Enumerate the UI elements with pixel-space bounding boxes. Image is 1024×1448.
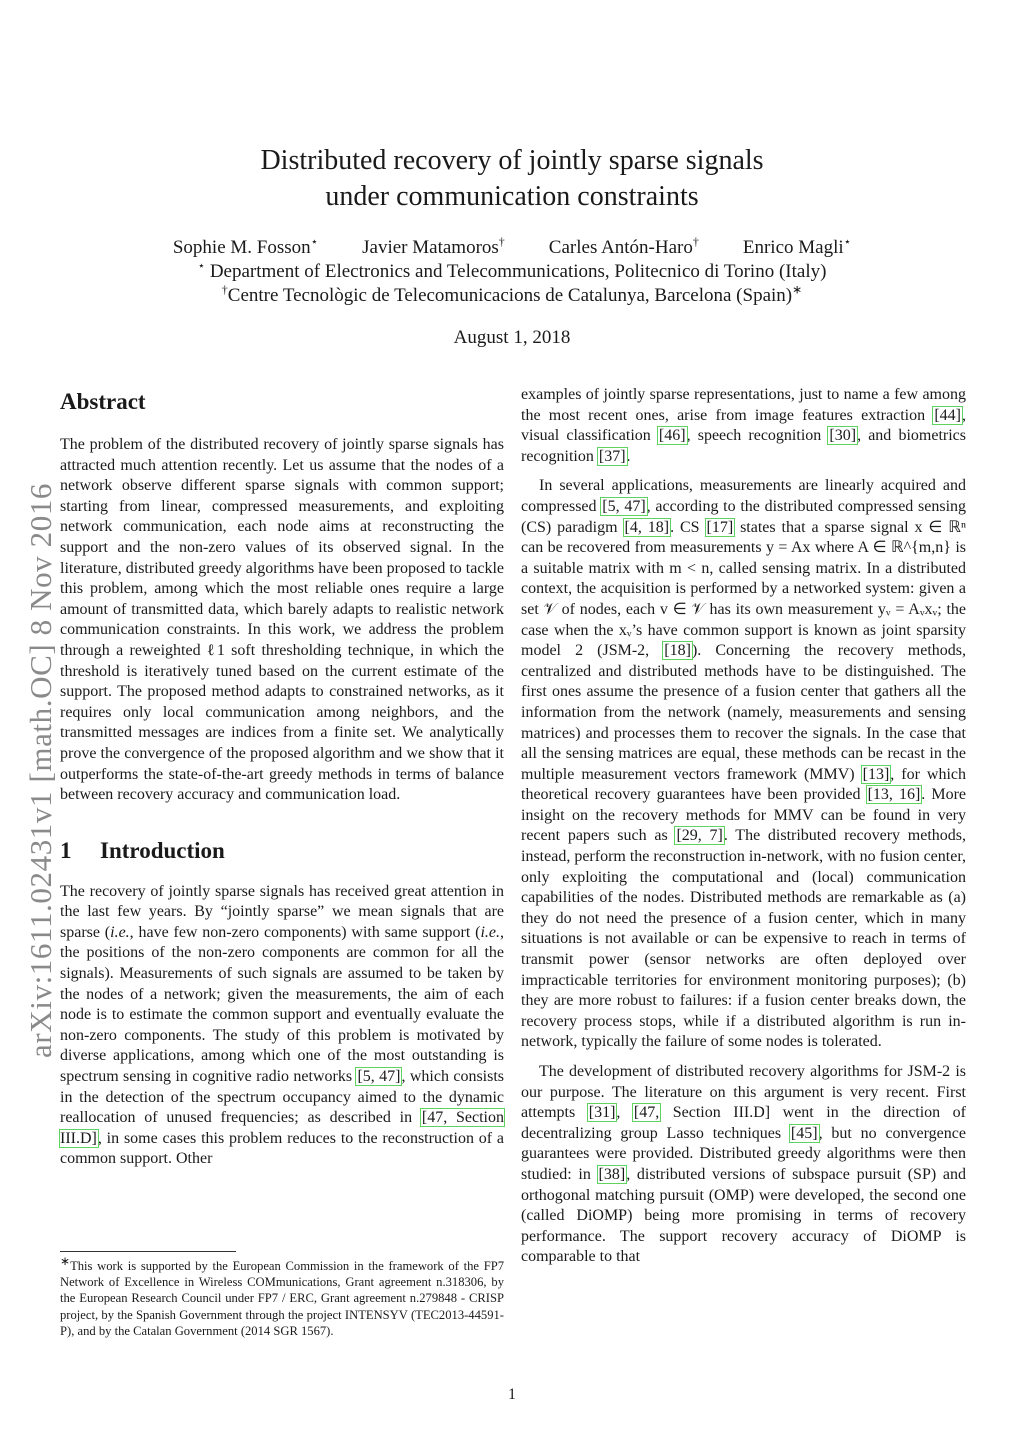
title-line-2: under communication constraints [325, 181, 699, 212]
citation-link[interactable]: [47, Section III.D] [60, 1109, 504, 1147]
citation-link[interactable]: [4, 18] [624, 518, 670, 536]
arxiv-identifier: arXiv:1611.02431v1 [math.OC] 8 Nov 2016 [23, 482, 58, 1058]
title-line-1: Distributed recovery of jointly sparse signals [260, 145, 764, 176]
abstract-text: The problem of the distributed recovery of jointly sparse signals has attracted much attention recently. Let us assume that the nodes of a network observe different sparse signals with common support; starting from linear, compressed measurements, and exploiting network communication, each node aims at reconstructing the support and the non-zero values of its observed signal. In the literature, distributed greedy algorithms have been proposed to tackle this problem, among which the most reliable ones require a large amount of transmitted data, which barely adapts to realistic network communication constraints. In this work, we address the problem through a reweighted ℓ1 soft thresholding technique, in which the threshold is iteratively tuned based on the current estimate of the support. The proposed method adapts to constrained networks, as it requires only local communication among neighbors, and the transmitted messages are indices from a finite set. We analytically prove the convergence of the proposed algorithm and we show that it outperforms the state-of-the-art greedy methods in terms of balance between recovery accuracy and communication load. [60, 436, 504, 804]
citation-link[interactable]: [17] [706, 518, 734, 536]
citation-link[interactable]: [44] [934, 406, 961, 424]
right-column [521, 385, 966, 1268]
section-heading-introduction: 1 Introduction [60, 837, 225, 863]
paper-title [0, 143, 1024, 215]
affiliation-1: ⋆ Department of Electronics and Telecommunications, Politecnico di Torino (Italy) [197, 258, 827, 282]
citation-link[interactable]: [13] [862, 765, 890, 783]
citation-link[interactable]: [47, [633, 1104, 660, 1122]
footnote: ∗This work is supported by the European Commission in the framework of the FP7 Network of Excellence in Wireless COMmunications, Grant agreement n.318306, by the European Research Council under FP7 / ERC, Grant agreement n.279848 - CRISP project, by the Spanish Government through the project INTENSYV (TEC2013-44591-P), and by the Catalan Government (2014 SGR 1567). [60, 1253, 504, 1338]
citation-link[interactable]: [45] [790, 1124, 818, 1142]
author: Carles Antón-Haro† [548, 234, 699, 258]
paper-date: August 1, 2018 [453, 327, 571, 348]
author: Enrico Magli⋆ [742, 234, 852, 258]
citation-link[interactable]: [46] [658, 427, 686, 445]
intro-paragraph-continued: examples of jointly sparse representations, just to name a few among the most recent ones, arise from image features extraction [44], visual classification [46], speech recognition [30], and biometrics recognition [37]. [521, 386, 966, 465]
citation-link[interactable]: [37] [598, 447, 626, 465]
citation-link[interactable]: [29, 7] [676, 827, 723, 845]
citation-link[interactable]: [18] [664, 642, 691, 660]
citation-link[interactable]: [38] [598, 1165, 626, 1183]
intro-paragraph-2: In several applications, measurements are linearly acquired and compressed [5, 47], according to the distributed compressed sensing (CS) paradigm [4, 18]. CS [17] states that a sparse signal x ∈ ℝⁿ can be recovered from measurements y = Ax where A ∈ ℝ^{m,n} is a suitable matrix with m < n, called sensing matrix. In a distributed context, the acquisition is performed by a networked system: given a set 𝒱 of nodes, each v ∈ 𝒱 has its own measurement yᵥ = Aᵥxᵥ; the case when the xᵥ’s have common support is known as joint sparsity model 2 (JSM-2, [18]). Concerning the recovery methods, centralized and distributed methods have to be distinguished. The first ones assume the presence of a fusion center that gathers all the information from the network (namely, measurements and sensing matrices) and processes them to recover the signals. In the case that all the sensing matrices are equal, these methods can be recast in the multiple measurement vectors framework (MMV) [13], for which theoretical recovery guarantees have been provided [13, 16]. More insight on the recovery methods for MMV can be found in very recent papers such as [29, 7]. The distributed recovery methods, instead, perform the reconstruction in-network, with no fusion center, only exploiting the computational and (local) communication capabilities of the nodes. Distributed methods are remarkable as (a) they do not need the presence of a fusion center, which in many situations is not available or can be expensive to reach in terms of transmit power (sensor networks are often deployed over impracticable territories for environment monitoring purposes); (b) they are more robust to failures: if a fusion center breaks down, the recovery process stops, while if a distributed algorithm is run in-network, typically the failure of some nodes is tolerated. [521, 477, 967, 1051]
citation-link[interactable]: [5, 47] [357, 1068, 401, 1086]
citation-link[interactable]: [5, 47] [602, 497, 646, 515]
citation-link[interactable]: [13, 16] [867, 786, 921, 804]
author-block [0, 236, 1024, 308]
author: Sophie M. Fosson⋆ [172, 234, 319, 258]
footnote-divider [60, 1251, 236, 1252]
page-number: 1 [508, 1386, 516, 1403]
citation-link[interactable]: [30] [829, 427, 857, 445]
citation-link[interactable]: [31] [588, 1104, 616, 1122]
left-column [60, 385, 504, 1170]
affiliation-2: †Centre Tecnològic de Telecomunicacions de Catalunya, Barcelona (Spain)∗ [221, 282, 803, 306]
author-list [0, 236, 1024, 260]
abstract-heading: Abstract [60, 389, 146, 414]
intro-paragraph-3: The development of distributed recovery algorithms for JSM-2 is our purpose. The literature on this argument is very recent. First attempts [31], [47, Section III.D] went in the direction of decentralizing group Lasso techniques [45], but no convergence guarantees were provided. Distributed greedy algorithms were then studied: in [38], distributed versions of subspace pursuit (SP) and orthogonal matching pursuit (OMP) were developed, the second one (called DiOMP) being more promising in terms of recovery performance. The support recovery accuracy of DiOMP is comparable to that [521, 1063, 966, 1266]
author: Javier Matamoros† [362, 234, 505, 258]
intro-paragraph-1: The recovery of jointly sparse signals has received great attention in the last few years. By “jointly sparse” we mean signals that are sparse (i.e., have few non-zero components) with same support (i.e., the positions of the non-zero components are common for all the signals). Measurements of such signals are assumed to be taken by the nodes of a network; given the measurements, the aim of each node is to estimate the common support and eventually evaluate the non-zero components. The study of this problem is motivated by diverse applications, among which one of the most outstanding is spectrum sensing in cognitive radio networks [5, 47], which consists in the detection of the spectrum occupancy aimed to the dynamic reallocation of unused frequencies; as described in [47, Section III.D], in some cases this problem reduces to the reconstruction of a common support. Other [60, 882, 505, 1168]
